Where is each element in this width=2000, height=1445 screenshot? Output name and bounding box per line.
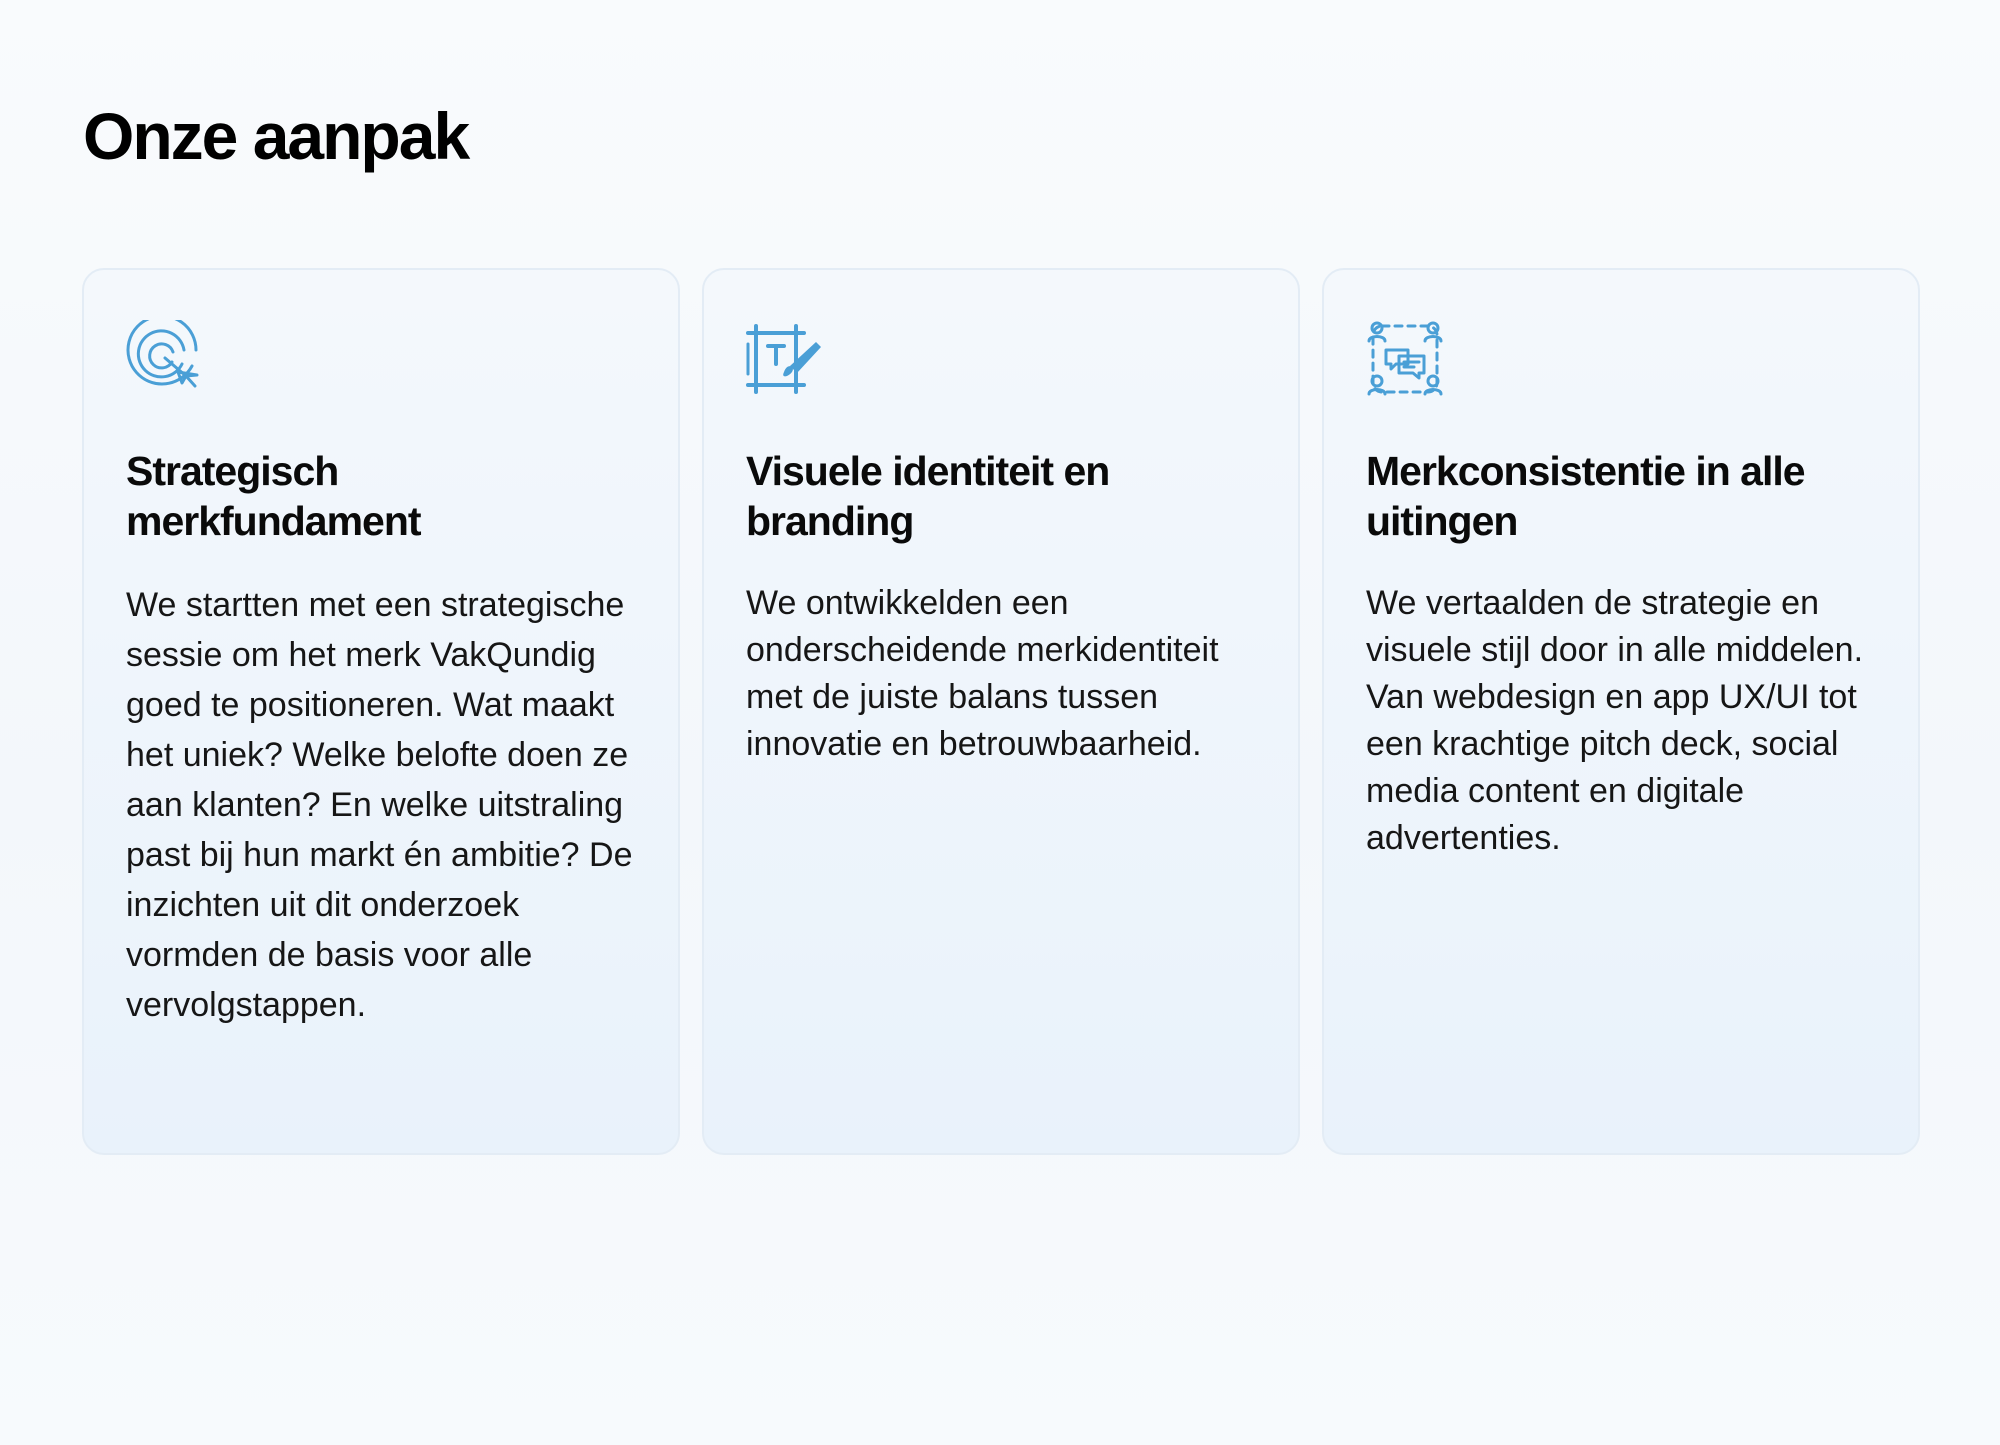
- card-visual-identity: [702, 268, 1300, 1155]
- team-communication-icon: [1366, 320, 1444, 398]
- card-brand-consistency: [1322, 268, 1920, 1155]
- card-title: Strategisch merkfundament: [126, 448, 421, 544]
- card-title: Merkconsistentie in alle uitingen: [1366, 448, 1805, 544]
- page-title: Onze aanpak: [83, 99, 469, 173]
- design-brush-icon: [746, 320, 824, 398]
- target-icon: [126, 320, 204, 398]
- card-title: Visuele identiteit en branding: [746, 448, 1110, 544]
- approach-cards: [82, 268, 1920, 1155]
- card-description: We startten met een strategische sessie om het merk VakQundig goed te positioneren. Wat maakt het uniek? Welke belofte doen ze aan klanten? En welke uitstraling past bij hun markt én ambitie? De inzichten uit dit onderzoek vormden de basis voor alle vervolgstappen.: [126, 586, 633, 1024]
- card-strategic-foundation: [82, 268, 680, 1155]
- card-description: We vertaalden de strategie en visuele stijl door in alle middelen. Van webdesign en app UX/UI tot een krachtige pitch deck, social media content en digitale advertenties.: [1366, 584, 1864, 857]
- card-description: We ontwikkelden een onderscheidende merkidentiteit met de juiste balans tussen innovatie en betrouwbaarheid.: [746, 584, 1219, 763]
